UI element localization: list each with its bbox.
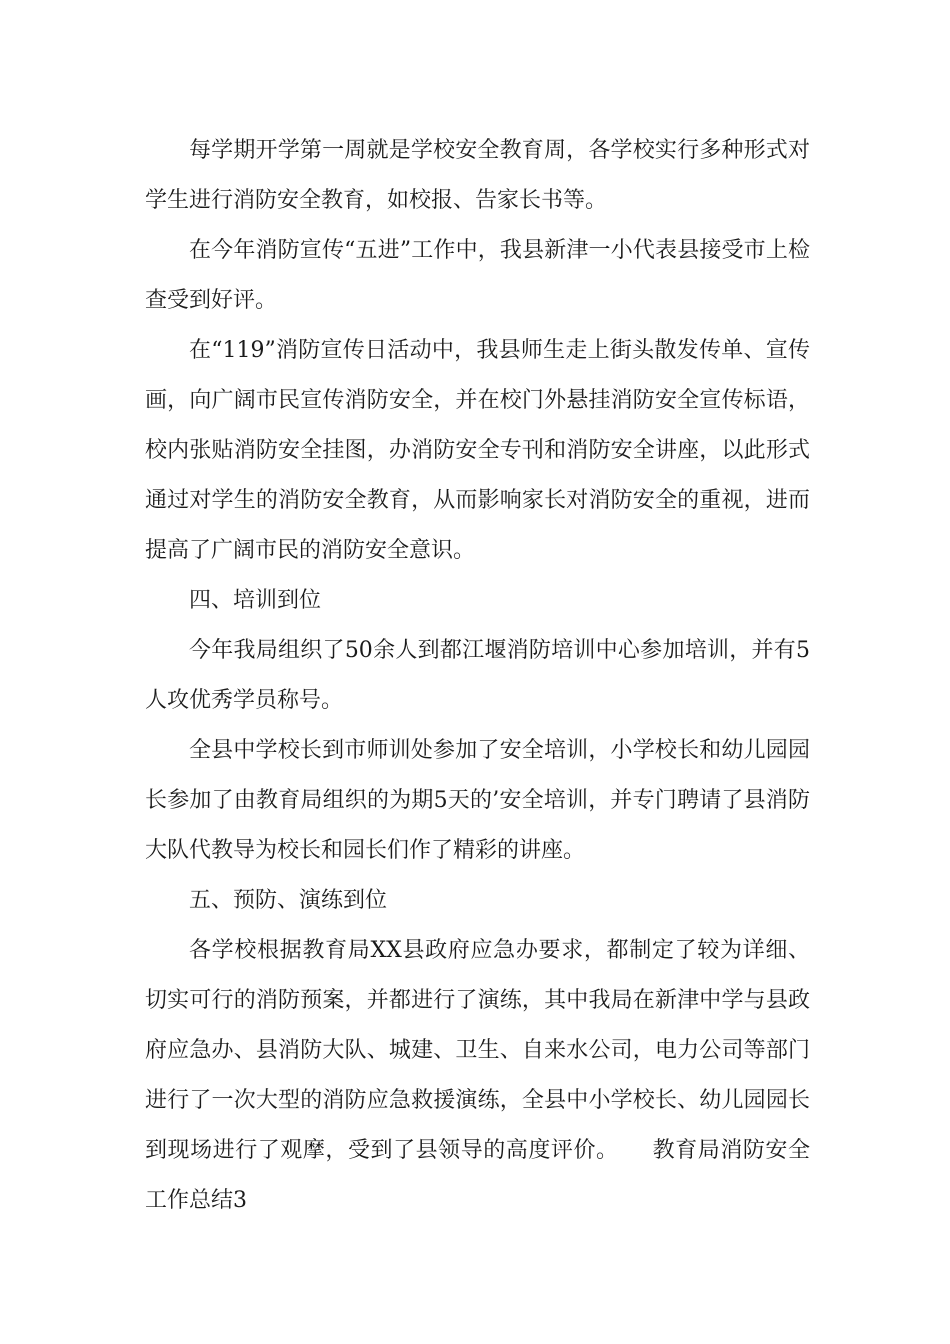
paragraph-emergency-drills: 各学校根据教育局XX县政府应急办要求，都制定了较为详细、切实可行的消防预案，并都进行了演练，其中我局在新津中学与县政府应急办、县消防大队、城建、卫生、自来水公司，电力公司等部门进行了一次大型的消防应急救援演练，全县中小学校长、幼儿园园长到现场进行了观摩，受到了县领导的高度评价。 教育局消防安全工作总结3 xyxy=(145,938,810,1213)
paragraph-principal-training: 全县中学校长到市师训处参加了安全培训，小学校长和幼儿园园长参加了由教育局组织的为期5天的’安全培训，并专门聘请了县消防大队代教导为校长和园长们作了精彩的讲座。 xyxy=(145,738,810,863)
section-heading-prevention-drills: 五、预防、演练到位 xyxy=(189,888,388,913)
document-body xyxy=(145,126,810,1226)
paragraph-safety-week: 每学期开学第一周就是学校安全教育周，各学校实行多种形式对学生进行消防安全教育，如校报、告家长书等。 xyxy=(145,138,810,213)
paragraph-119-activity: 在“119”消防宣传日活动中，我县师生走上街头散发传单、宣传画，向广阔市民宣传消防安全，并在校门外悬挂消防安全宣传标语，校内张贴消防安全挂图，办消防安全专刊和消防安全讲座，以此形式通过对学生的消防安全教育，从而影响家长对消防安全的重视，进而提高了广阔市民的消防安全意识。 xyxy=(145,338,810,563)
paragraph-training-center: 今年我局组织了50余人到都江堰消防培训中心参加培训，并有5人攻优秀学员称号。 xyxy=(145,638,810,713)
paragraph-five-entries: 在今年消防宣传“五进”工作中，我县新津一小代表县接受市上检查受到好评。 xyxy=(145,238,810,313)
section-heading-training: 四、培训到位 xyxy=(189,588,322,613)
